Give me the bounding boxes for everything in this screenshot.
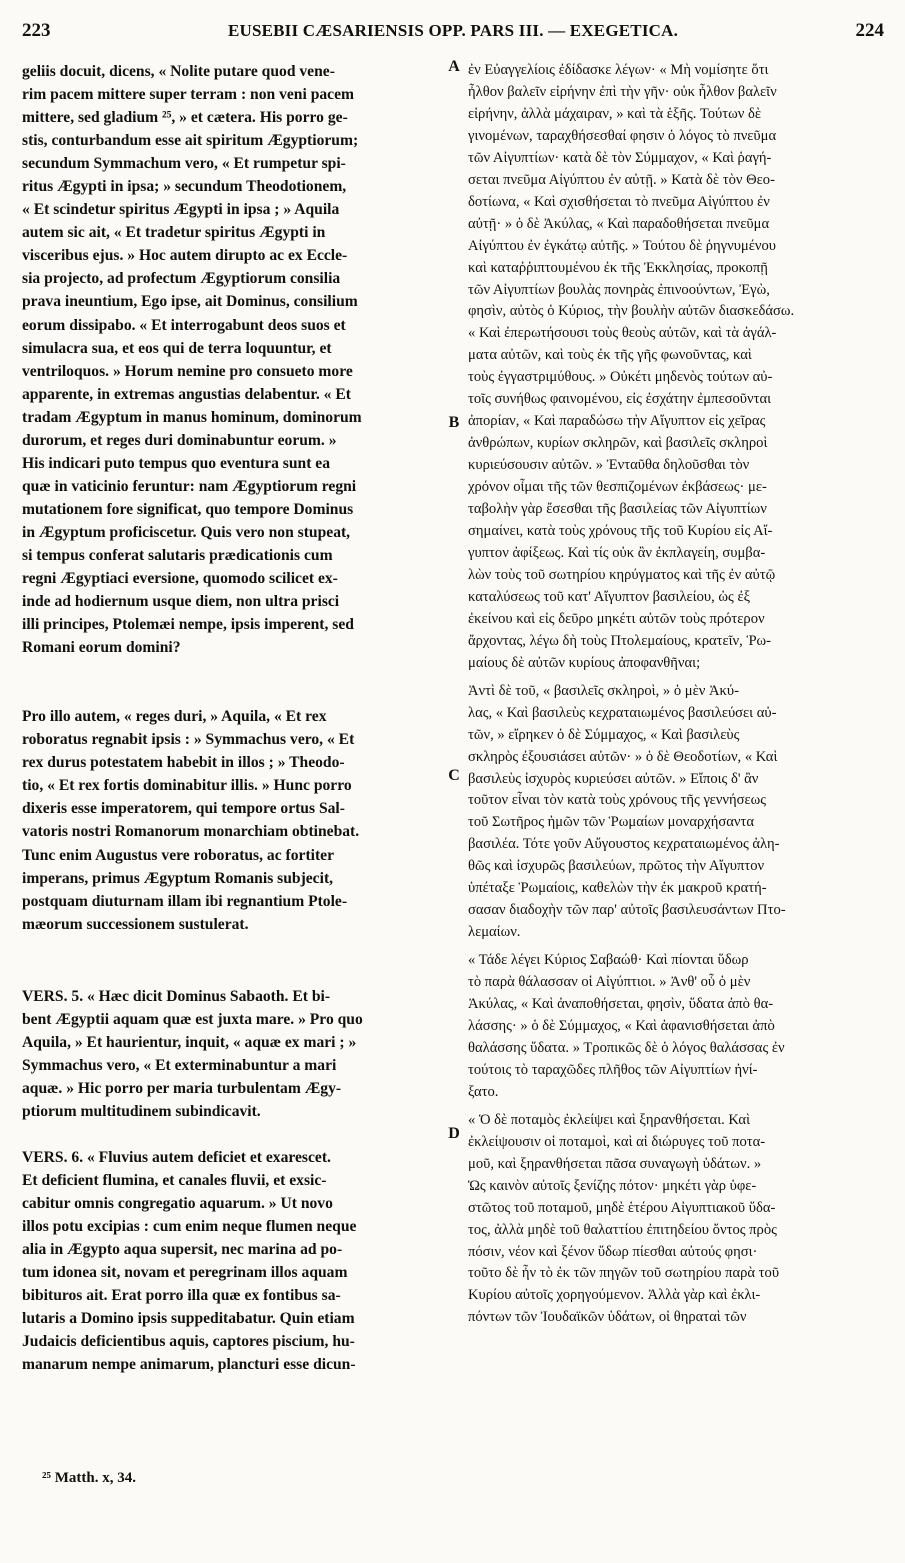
text-line: eorum dissipabo. « Et interrogabunt deos suos et bbox=[22, 316, 346, 334]
text-line: Ἀντὶ δὲ τοῦ, « βασιλεῖς σκληροὶ, » ὁ μὲν Ἀκύ- bbox=[468, 682, 739, 699]
text-line: δοτίωνα, « Καὶ σχισθήσεται τὸ πνεῦμα Αἰγύπτου ἐν bbox=[468, 193, 770, 210]
text-line: rim pacem mittere super terram : non veni pacem bbox=[22, 86, 354, 104]
text-line: quæ in vaticinio feruntur: nam Ægyptiorum regni bbox=[22, 477, 357, 495]
text-line: ξατο. bbox=[468, 1083, 499, 1100]
text-line: εἰρήνην, ἀλλὰ μάχαιραν, » καὶ τὰ ἑξῆς. Τούτων δὲ bbox=[468, 105, 761, 122]
greek-paragraph-1 bbox=[468, 60, 886, 675]
text-line: τούτοις τὸ ταραχῶδες πλῆθος τῶν Αἰγυπτίων ἠνί- bbox=[468, 1061, 758, 1078]
text-line: visceribus ejus. » Hoc autem dirupto ac ex Eccle- bbox=[22, 247, 348, 265]
text-line: μοῦ, καὶ ξηρανθήσεται πᾶσα συναγωγὴ ὑδάτων. » bbox=[468, 1155, 762, 1172]
text-line: alia in Ægypto aqua supersit, nec marina ad po- bbox=[22, 1241, 343, 1259]
text-line: Symmachus vero, « Et exterminabuntur a mari bbox=[22, 1056, 337, 1074]
text-line: ἐκλείψουσιν οἱ ποταμοὶ, καὶ αἱ διώρυγες τοῦ ποτα- bbox=[468, 1133, 766, 1150]
margin-letter-d: D bbox=[448, 1125, 460, 1142]
text-line: manarum nempe animarum, plancturi esse dicun- bbox=[22, 1356, 356, 1374]
text-line: vatoris nostri Romanorum monarchiam obtinebat. bbox=[22, 823, 360, 841]
text-line: His indicari puto tempus quo eventura sunt ea bbox=[22, 454, 331, 472]
text-line: secundum Symmachum vero, « Et rumpetur spi- bbox=[22, 155, 346, 173]
text-line: σεται πνεῦμα Αἰγύπτου ἐν αὐτῇ. » Κατὰ δὲ τὸν Θεο- bbox=[468, 171, 775, 188]
latin-paragraph-2 bbox=[22, 705, 442, 935]
greek-paragraph-2 bbox=[468, 681, 886, 944]
text-line: aquæ. » Hic porro per maria turbulentam Ægy- bbox=[22, 1079, 342, 1097]
text-line: « Καὶ ἐπερωτήσουσι τοὺς θεοὺς αὐτῶν, καὶ τὰ ἀγάλ- bbox=[468, 325, 777, 342]
text-line: ματα αὐτῶν, καὶ τοὺς ἐκ τῆς γῆς φωνοῦντας, καὶ bbox=[468, 347, 752, 364]
text-line: durorum, et reges duri dominabuntur eorum. » bbox=[22, 431, 337, 449]
latin-paragraph-3 bbox=[22, 985, 442, 1123]
text-line: illos potu excipias : cum enim neque flumen neque bbox=[22, 1218, 357, 1236]
text-line: Ἀκύλας, « Καὶ ἀναποθήσεται, φησὶν, ὕδατα ἀπὸ θα- bbox=[468, 996, 774, 1013]
text-line: τῶν, » εἴρηκεν ὁ δὲ Σύμμαχος, « Καὶ βασιλεὺς bbox=[468, 726, 740, 743]
text-line: Tunc enim Augustus vere roboratus, ac fortiter bbox=[22, 846, 335, 864]
text-line: τος, ἀλλὰ μηδὲ τοῦ θαλαττίου ἐπιτηδείου ὄντος πρὸς bbox=[468, 1221, 777, 1238]
text-line: stis, conturbandum esse ait spiritum Ægyptiorum; bbox=[22, 132, 359, 150]
text-line: σασαν διαδοχὴν τῶν παρ' αὐτοῖς βασιλευσάντων Πτο- bbox=[468, 902, 786, 919]
text-line: VERS. 5. « Hæc dicit Dominus Sabaoth. Et bi- bbox=[22, 987, 331, 1005]
text-line: τῶν Αἰγυπτίων βουλὰς πονηρὰς ἐπινοούντων, Ἐγὼ, bbox=[468, 281, 770, 298]
text-line: imperans, primus Ægyptum Romanis subjecit, bbox=[22, 869, 334, 887]
text-line: rex durus potestatem habebit in illos ; » Theodo- bbox=[22, 754, 345, 772]
text-line: « Τάδε λέγει Κύριος Σαβαώθ· Καὶ πίονται ὕδωρ bbox=[468, 952, 749, 969]
text-line: illi principes, Ptolemæi nempe, ipsis imperent, sed bbox=[22, 616, 354, 634]
margin-letter-b: B bbox=[448, 414, 460, 431]
text-line: χρόνον οἶμαι τῆς τῶν θεσπιζομένων ἐκβάσεως· με- bbox=[468, 479, 767, 496]
text-line: ritus Ægypti in ipsa; » secundum Theodotionem, bbox=[22, 178, 347, 196]
text-line: mutationem fore significat, quo tempore Dominus bbox=[22, 500, 354, 518]
text-line: θῶς καὶ ἰσχυρῶς βασιλεύων, πρῶτος τὴν Αἴγυπτον bbox=[468, 858, 765, 875]
greek-column bbox=[468, 60, 886, 1329]
text-line: φησὶν, αὐτὸς ὁ Κύριος, τὴν βουλὴν αὐτῶν διασκεδάσω. bbox=[468, 303, 795, 320]
text-line: « Ὁ δὲ ποταμὸς ἐκλείψει καὶ ξηρανθήσεται. Καὶ bbox=[468, 1111, 750, 1128]
text-line: καὶ καταῤῥιπτουμένου ἐκ τῆς Ἐκκλησίας, προκοπῇ bbox=[468, 259, 768, 276]
text-line: λάσσης· » ὁ δὲ Σύμμαχος, « Καὶ ἀφανισθήσεται ἀπὸ bbox=[468, 1017, 775, 1034]
greek-paragraph-4 bbox=[468, 1110, 886, 1330]
text-line: τῶν Αἰγυπτίων· κατὰ δὲ τὸν Σύμμαχον, « Καὶ ῥαγή- bbox=[468, 149, 772, 166]
text-line: βασιλεὺς ἰσχυρὸς κυριεύσει αὐτῶν. » Εἴποις δ' ἂν bbox=[468, 770, 759, 787]
text-line: bibituros ait. Erat porro illa quæ ex fontibus sa- bbox=[22, 1287, 341, 1305]
text-line: ἐν Εὐαγγελίοις ἐδίδασκε λέγων· « Μὴ νομίσητε ὅτι bbox=[468, 62, 769, 78]
text-line: αὐτῇ· » ὁ δὲ Ἀκύλας, « Καὶ παραδοθήσεται πνεῦμα bbox=[468, 215, 770, 232]
text-line: γινομένων, ταραχθήσεσθαί φησιν ὁ λόγος τὸ πνεῦμα bbox=[468, 127, 777, 144]
text-line: tio, « Et rex fortis dominabitur illis. » Hunc porro bbox=[22, 777, 352, 795]
text-line: καταλύσεως τοῦ κατ' Αἴγυπτον βασιλείου, ὡς ἐξ bbox=[468, 588, 751, 605]
text-line: tum idonea sit, novam et peregrinam illos aquam bbox=[22, 1264, 348, 1282]
text-line: λεμαίων. bbox=[468, 924, 521, 941]
text-line: mittere, sed gladium ²⁵, » et cætera. His porro ge- bbox=[22, 109, 348, 127]
latin-paragraph-4 bbox=[22, 1146, 442, 1376]
footnote: ²⁵ Matth. x, 34. bbox=[42, 1470, 136, 1486]
text-line: τοῦτον εἶναι τὸν κατὰ τοὺς χρόνους τῆς γεννήσεως bbox=[468, 792, 766, 809]
page-number-right: 224 bbox=[855, 20, 884, 41]
page-header bbox=[22, 14, 884, 42]
text-line: simulacra sua, et eos qui de terra loquuntur, et bbox=[22, 339, 332, 357]
text-line: ἀνθρώπων, κυρίων σκληρῶν, καὶ βασιλεῖς σκληροὶ bbox=[468, 435, 768, 452]
latin-paragraph-1 bbox=[22, 60, 442, 659]
text-line: ταβολὴν γὰρ ἔσεσθαι τῆς βασιλείας τῶν Αἰγυπτίων bbox=[468, 501, 767, 518]
text-line: τὸ παρὰ θάλασσαν οἱ Αἰγύπτιοι. » Ἀνθ' οὗ ὁ μὲν bbox=[468, 974, 751, 991]
margin-letter-a: A bbox=[448, 58, 460, 75]
margin-letter-c: C bbox=[448, 767, 460, 784]
text-line: σημαίνει, κατὰ τοὺς χρόνους τῆς τοῦ Κυρίου εἰς Αἴ- bbox=[468, 523, 773, 540]
text-line: Aquila, » Et haurientur, inquit, « aquæ ex mari ; » bbox=[22, 1033, 357, 1051]
text-line: mæorum successionem sustulerat. bbox=[22, 915, 249, 933]
text-line: ἐκείνου καὶ εἰς δεῦρο μηκέτι αὐτῶν τοὺς πρότερον bbox=[468, 610, 765, 627]
text-line: ἀπορίαν, « Καὶ παραδώσω τὴν Αἴγυπτον εἰς χεῖρας bbox=[468, 413, 766, 430]
text-line: γυπτον ἀφίξεως. Καὶ τίς οὐκ ἂν ἐκπλαγείη, συμβα- bbox=[468, 544, 766, 561]
text-line: θαλάσσης ὕδατα. » Τροπικῶς δὲ ὁ λόγος θαλάσσας ἐν bbox=[468, 1039, 785, 1056]
text-line: βασιλέα. Τότε γοῦν Αὔγουστος κεχραταιωμένος ἀλη- bbox=[468, 836, 780, 853]
text-line: ptiorum multitudinem subindicavit. bbox=[22, 1102, 261, 1120]
text-line: VERS. 6. « Fluvius autem deficiet et exarescet. bbox=[22, 1148, 331, 1166]
text-line: Judaicis deficientibus aquis, captores piscium, hu- bbox=[22, 1333, 355, 1351]
text-line: ventriloquos. » Horum nemine pro consueto more bbox=[22, 362, 353, 380]
text-line: prava ineuntium, Ego ipse, ait Dominus, consilium bbox=[22, 293, 358, 311]
text-line: πόσιν, νέον καὶ ξένον ὕδωρ πίεσθαι αὐτούς φησι· bbox=[468, 1243, 758, 1260]
text-line: Αἰγύπτου ἐν ἐγκάτῳ αὐτῆς. » Τούτου δὲ ῥηγνυμένου bbox=[468, 237, 776, 254]
text-line: « Et scindetur spiritus Ægypti in ipsa ; » Aquila bbox=[22, 201, 340, 219]
text-line: lutaris a Domino ipsis suppeditabatur. Quin etiam bbox=[22, 1310, 355, 1328]
text-line: κυριεύσουσιν αὐτῶν. » Ἐνταῦθα δηλοῦσθαι τὸν bbox=[468, 457, 750, 474]
text-line: μαίους δὲ αὐτῶν κυρίους ἀποφανθῆναι; bbox=[468, 654, 701, 671]
text-line: Romani eorum domini? bbox=[22, 639, 181, 657]
text-line: in Ægyptum proficiscetur. Quis vero non stupeat, bbox=[22, 523, 351, 541]
latin-column bbox=[22, 60, 442, 1376]
text-line: ἄρχοντας, λέγω δὴ τοὺς Πτολεμαίους, κρατεῖν, Ῥω- bbox=[468, 632, 772, 649]
text-line: πόντων τῶν Ἰουδαϊκῶν ὑδάτων, οἱ θηραταὶ τῶν bbox=[468, 1309, 747, 1326]
text-line: si tempus conferat salutaris prædicationis cum bbox=[22, 546, 333, 564]
text-line: τοῦτο δὲ ἦν τὸ ἐκ τῶν πηγῶν τοῦ σωτηρίου παρὰ τοῦ bbox=[468, 1265, 780, 1282]
text-line: roboratus regnabit ipsis : » Symmachus vero, « Et bbox=[22, 731, 355, 749]
greek-paragraph-3 bbox=[468, 950, 886, 1104]
text-line: bent Ægyptii aquam quæ est juxta mare. » Pro quo bbox=[22, 1010, 363, 1028]
page-number-left: 223 bbox=[22, 20, 51, 41]
text-line: regni Ægyptiaci eversione, quomodo scilicet ex- bbox=[22, 570, 338, 588]
text-line: ὑπέταξε Ῥωμαίοις, καθελὼν τὴν ἐκ μακροῦ κρατή- bbox=[468, 880, 767, 897]
text-line: inde ad hodiernum usque diem, non ultra prisci bbox=[22, 593, 340, 611]
text-line: dixeris esse imperatorem, qui tempore ortus Sal- bbox=[22, 800, 345, 818]
text-line: στῶτος τοῦ ποταμοῦ, μηδὲ ἑτέρου Αἰγυπτιακοῦ ὕδα- bbox=[468, 1199, 776, 1216]
text-line: sia projecto, ad profectum Ægyptiorum consilia bbox=[22, 270, 341, 288]
text-line: ἦλθον βαλεῖν εἰρήνην ἐπὶ τὴν γῆν· οὐκ ἦλθον βαλεῖν bbox=[468, 83, 777, 100]
text-line: postquam diuturnam illam ibi regnantium Ptole- bbox=[22, 892, 348, 910]
text-line: geliis docuit, dicens, « Nolite putare quod vene- bbox=[22, 63, 335, 80]
text-line: σκληρὸς ἐξουσιάσει αὐτῶν· » ὁ δὲ Θεοδοτίων, « Καὶ bbox=[468, 748, 778, 765]
text-line: apparente, in extremas angustias delabentur. « Et bbox=[22, 385, 351, 403]
text-line: Et deficient flumina, et canales fluvii, et exsic- bbox=[22, 1172, 327, 1190]
text-line: Κυρίου αὐτοῖς χορηγούμενον. Ἀλλὰ γὰρ καὶ ἐκλι- bbox=[468, 1287, 761, 1304]
text-line: λὼν τοὺς τοῦ σωτηρίου κηρύγματος καὶ τῆς ἐν αὐτῷ bbox=[468, 566, 776, 583]
text-line: cabitur omnis congregatio aquarum. » Ut novo bbox=[22, 1195, 333, 1213]
text-line: τοῖς συνήθως φαινομένου, εἰς ἐσχάτην ἐμπεσοῦνται bbox=[468, 391, 772, 408]
text-line: τοὺς ἐγγαστριμύθους. » Οὐκέτι μηδενὸς τούτων αὐ- bbox=[468, 369, 773, 386]
text-line: Pro illo autem, « reges duri, » Aquila, « Et rex bbox=[22, 708, 327, 726]
running-title: EUSEBII CÆSARIENSIS OPP. PARS III. — EXEGETICA. bbox=[227, 21, 679, 40]
text-line: autem sic ait, « Et tradetur spiritus Ægypti in bbox=[22, 224, 326, 242]
text-line: tradam Ægyptum in manus hominum, dominorum bbox=[22, 408, 362, 426]
text-line: λας, « Καὶ βασιλεὺς κεχραταιωμένος βασιλεύσει αὐ- bbox=[468, 704, 777, 721]
text-line: Ὡς καινὸν αὐτοῖς ξενίζης πότον· μηκέτι γὰρ ὑφε- bbox=[468, 1177, 757, 1194]
text-line: τοῦ Σωτῆρος ἡμῶν τῶν Ῥωμαίων μοναρχήσαντα bbox=[468, 814, 755, 831]
